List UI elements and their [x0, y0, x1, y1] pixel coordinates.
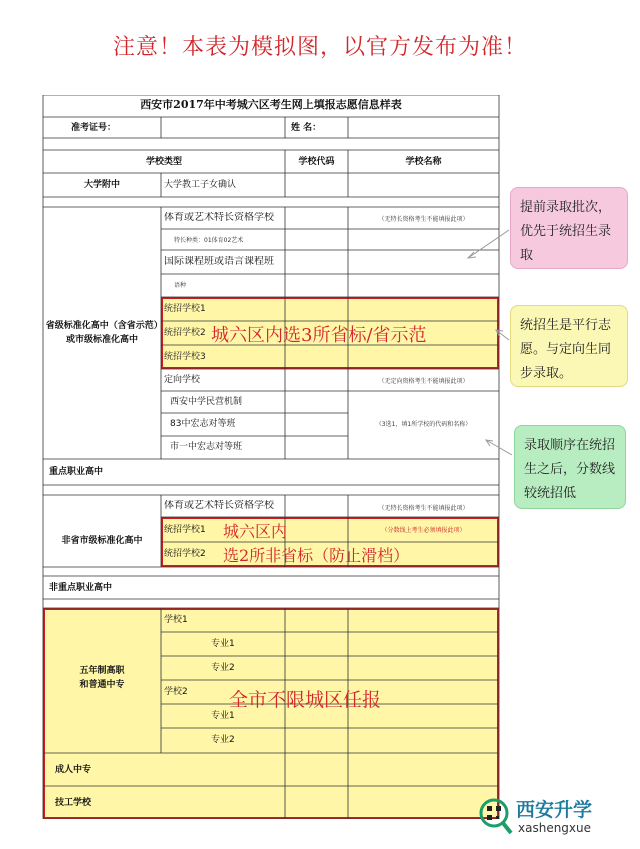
logo-sub: xashengxue [518, 821, 592, 835]
technical-school: 技工学校 [55, 798, 92, 808]
application-form [41, 95, 500, 819]
adult-secondary: 成人中专 [55, 765, 92, 775]
five-year-type-1: 五年制高职 [79, 666, 125, 676]
directed-school: 定向学校 [164, 375, 201, 385]
non-provincial-annotation-2: 选2所非省标（防止滑档） [223, 546, 410, 565]
header-school-name: 学校名称 [405, 157, 442, 167]
non-provincial-type: 非省市级标准化高中 [61, 536, 143, 546]
non-provincial-sports-art-note: （无特长资格考生不能填报此项） [378, 505, 469, 512]
unified-school-2: 统招学校2 [164, 328, 206, 338]
provincial-sports-art: 体育或艺术特长资格学校 [164, 212, 274, 223]
non-unified-school-1: 统招学校1 [164, 525, 206, 535]
five-year-type-2: 和普通中专 [79, 680, 125, 690]
language-label: 语种 [174, 282, 187, 289]
name-label: 姓 名： [291, 123, 322, 133]
note-unified-parallel: 统招生是平行志愿。与定向生同步录取。 [510, 305, 628, 387]
note-early-admission: 提前录取批次，优先于统招生录取 [510, 187, 628, 269]
five-year-annotation: 全市不限城区任报 [229, 689, 382, 711]
provincial-type: 省级标准化高中（含省示范）或市级标准化高中 [45, 321, 159, 345]
university-type: 大学附中 [83, 180, 120, 190]
logo-name: 西安升学 [516, 799, 593, 821]
sub-school-xian-zhongxue: 西安中学民营机制 [170, 397, 243, 407]
non-key-vocational: 非重点职业高中 [49, 583, 113, 593]
non-provincial-sports-art: 体育或艺术特长资格学校 [164, 500, 274, 511]
score-line-note: （分数线上考生必须填报此项） [381, 527, 466, 534]
warning-banner: 注意！本表为模拟图，以官方发布为准！ [112, 35, 527, 60]
sub-school-shiyi: 市一中宏志对等班 [170, 442, 243, 452]
header-school-type: 学校类型 [145, 157, 182, 167]
intl-course: 国际课程班或语言课程班 [164, 256, 274, 267]
five-year-major-1a: 专业1 [211, 639, 235, 649]
unified-school-1: 统招学校1 [164, 304, 206, 314]
university-item: 大学教工子女确认 [164, 180, 237, 190]
sub-school-note: （3选1，填1所学校的代码和名称） [375, 421, 472, 428]
specialty-type: 特长种类：01体育02艺术 [174, 237, 244, 244]
five-year-major-2a: 专业2 [211, 663, 235, 673]
non-provincial-annotation-1: 城六区内 [223, 522, 288, 541]
header-school-code: 学校代码 [298, 157, 335, 167]
directed-note: （无定向资格考生不能填报此项） [378, 378, 469, 385]
five-year-school-2: 学校2 [164, 687, 188, 697]
exam-id-field[interactable] [162, 118, 284, 137]
five-year-school-1: 学校1 [164, 615, 188, 625]
unified-annotation: 城六区内选3所省标/省示范 [211, 325, 427, 346]
provincial-sports-art-note: （无特长资格考生不能填报此项） [378, 216, 469, 223]
key-vocational: 重点职业高中 [49, 467, 104, 477]
five-year-major-1b: 专业1 [211, 711, 235, 721]
note-admission-order: 录取顺序在统招生之后，分数线较统招低 [514, 425, 626, 509]
qr-magnifier-icon [478, 797, 514, 837]
non-unified-school-2: 统招学校2 [164, 549, 206, 559]
name-field[interactable] [349, 118, 498, 137]
sub-school-83: 83中宏志对等班 [170, 419, 236, 429]
unified-school-3: 统招学校3 [164, 352, 206, 362]
form-title: 西安市2017年中考城六区考生网上填报志愿信息样表 [140, 99, 402, 111]
exam-id-label: 准考证号： [71, 123, 117, 133]
five-year-major-2b: 专业2 [211, 735, 235, 745]
